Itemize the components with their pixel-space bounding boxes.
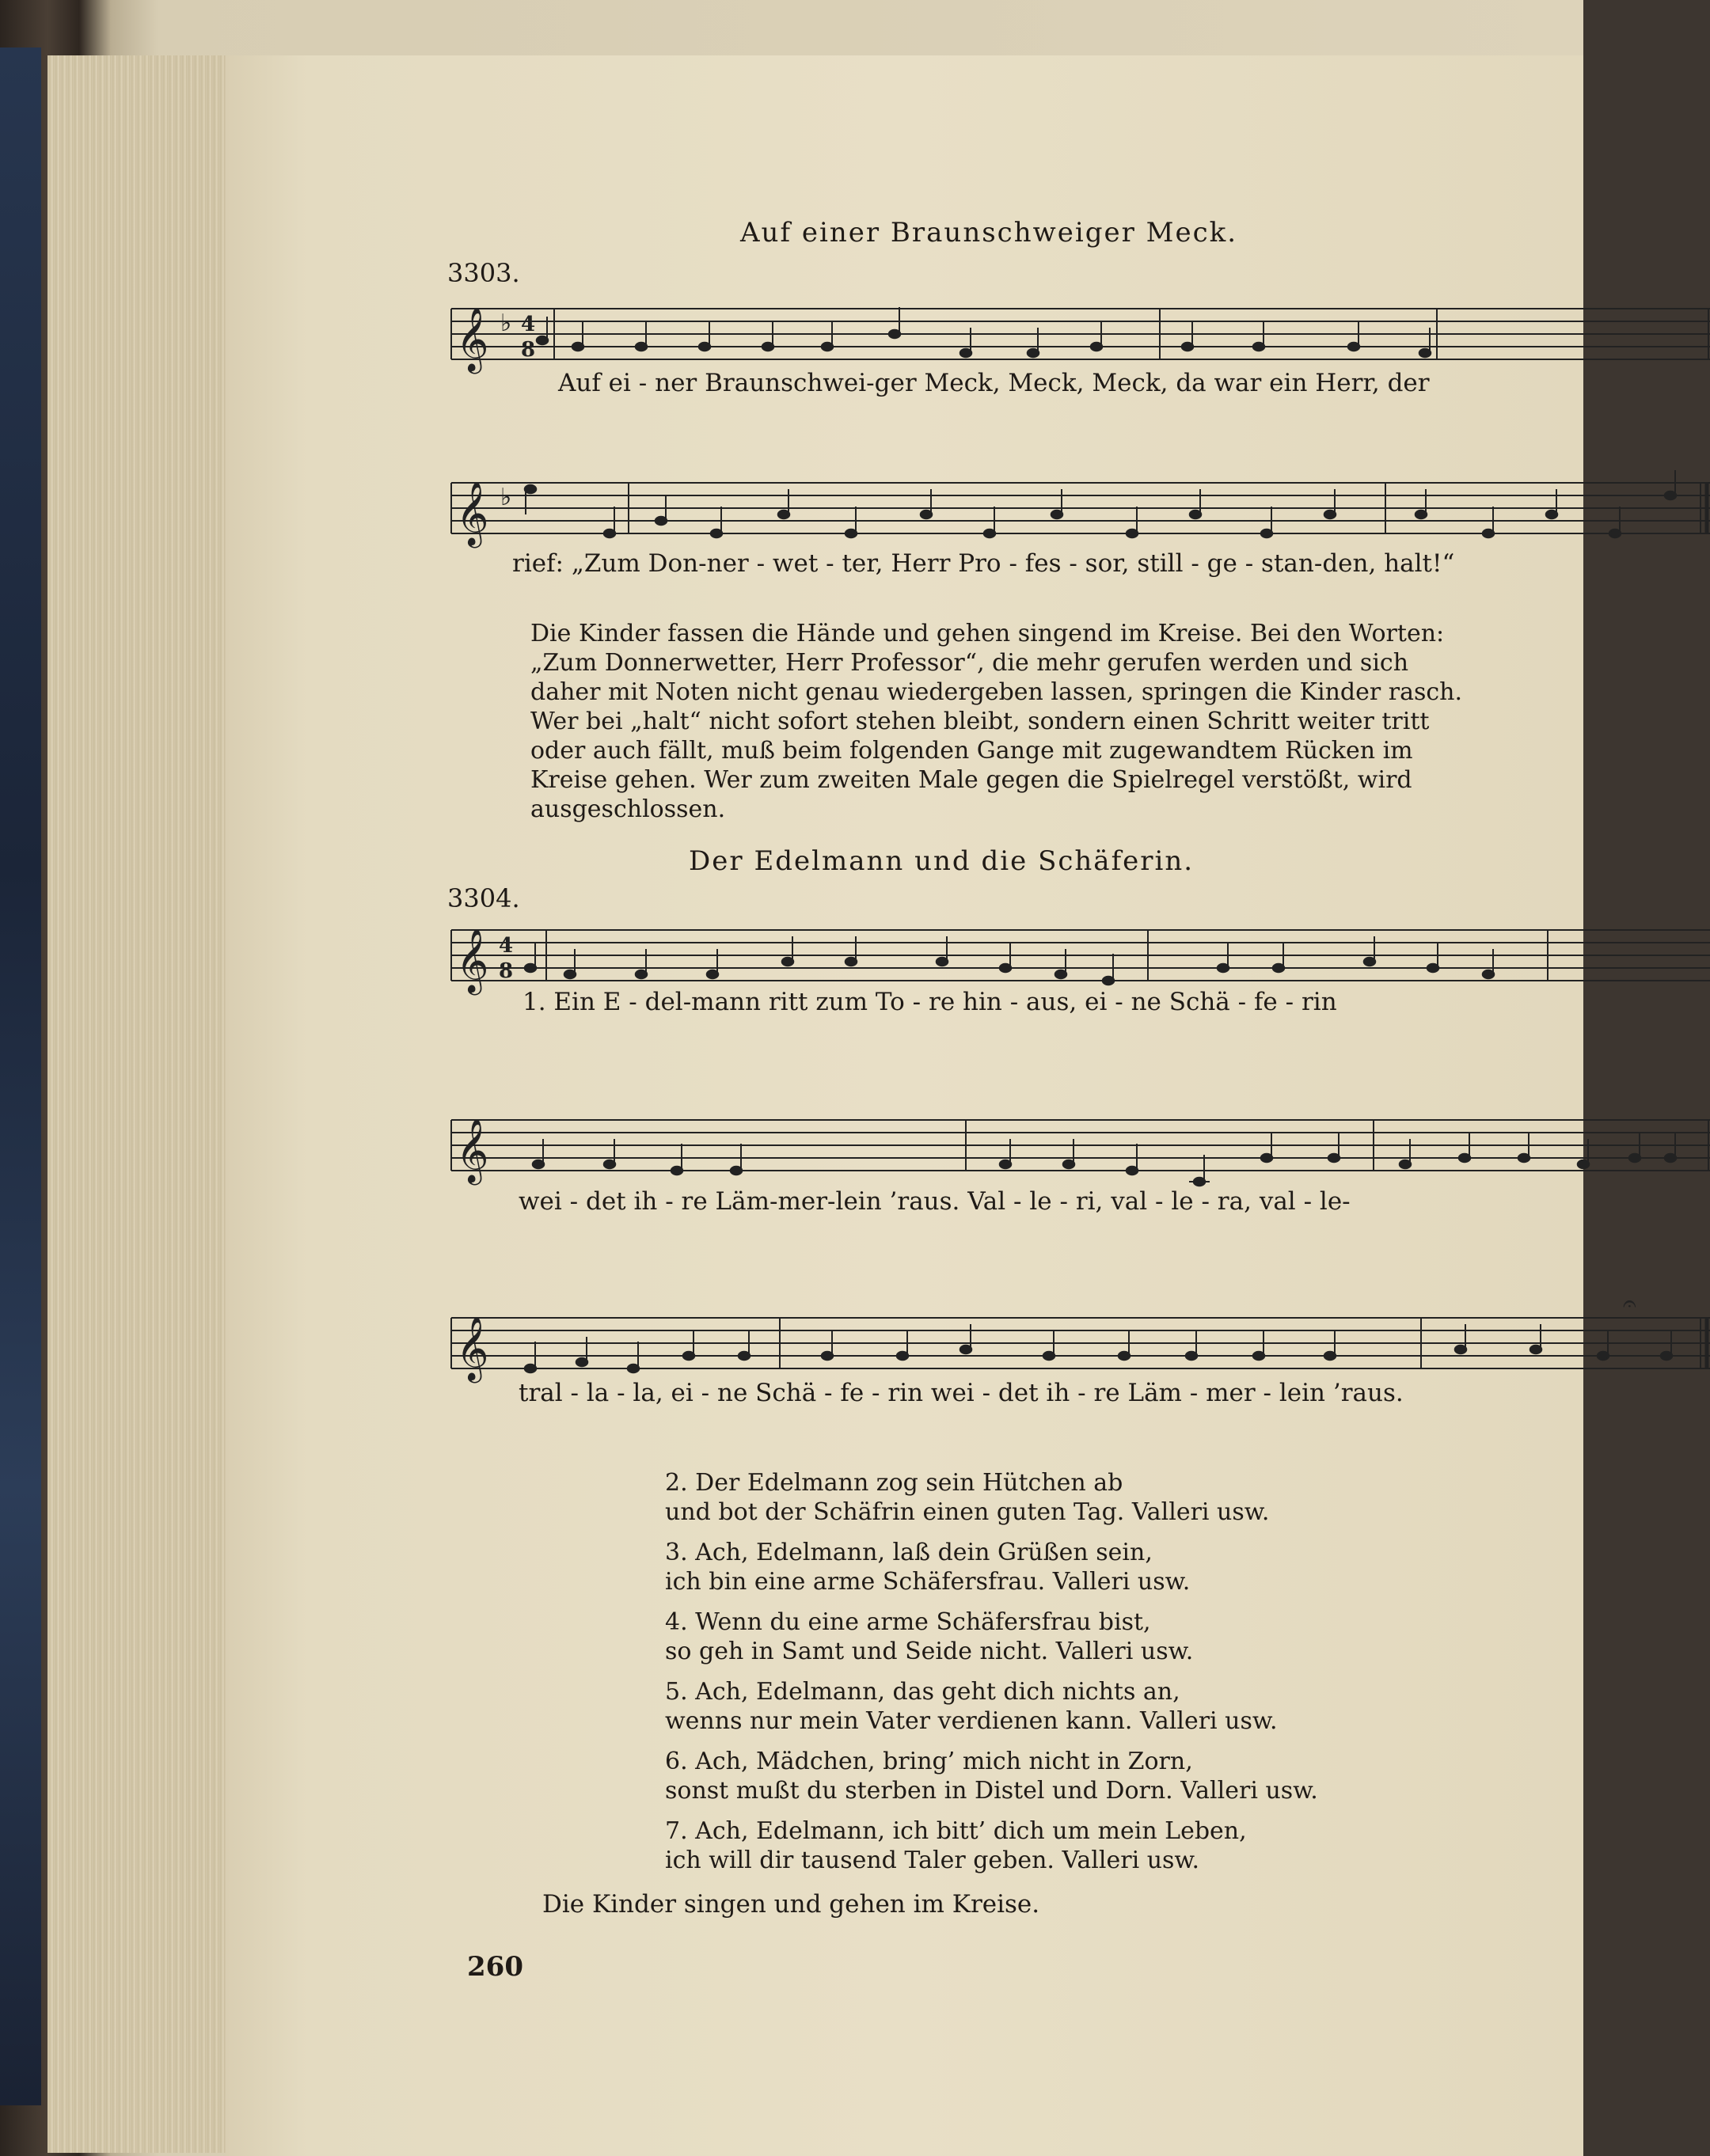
book-cover bbox=[0, 47, 41, 2105]
lyrics-line: Auf ei - ner Braunschwei-ger Meck, Meck, Meck, da war ein Herr, der bbox=[558, 369, 1430, 397]
flat-icon: ♭ bbox=[500, 484, 512, 511]
game-description: Die Kinder fassen die Hände und gehen singend im Kreise. Bei den Worten: „Zum Donnerwetter, Herr Professor“, die mehr gerufen werden und sich daher mit Noten nicht genau wiedergeben lassen, springen die Kinder rasch. Wer bei „halt“ nicht sofort stehen bleibt, sondern einen Schritt weiter tritt oder auch fällt, muß beim folgenden Gange mit zugewandtem Rücken im Kreise gehen. Wer zum zweiten Male gegen die Spielregel verstößt, wird ausgeschlossen. bbox=[530, 620, 1463, 823]
lyrics-line: 1. Ein E - del-mann ritt zum To - re hin - aus, ei - ne Schä - fe - rin bbox=[522, 988, 1337, 1016]
page-edges bbox=[48, 55, 230, 2153]
song-title: Der Edelmann und die Schäferin. bbox=[689, 845, 1195, 877]
lyrics-line: rief: „Zum Don-ner - wet - ter, Herr Pro - fes - sor, still - ge - stan-den, halt!“ bbox=[512, 549, 1455, 578]
verse bbox=[665, 1816, 1346, 1875]
verse-line: wenns nur mein Vater verdienen kann. Valleri usw. bbox=[665, 1707, 1278, 1735]
verse bbox=[665, 1677, 1346, 1736]
verse bbox=[665, 1608, 1346, 1666]
music-staff bbox=[451, 293, 1710, 372]
song-number: 3304. bbox=[447, 883, 520, 913]
treble-clef-icon: 𝄞 bbox=[456, 1118, 489, 1182]
music-staff bbox=[451, 467, 1710, 546]
game-description: Die Kinder singen und gehen im Kreise. bbox=[542, 1890, 1040, 1919]
verse-line: ich bin eine arme Schäfersfrau. Valleri usw. bbox=[665, 1568, 1191, 1596]
verse-line: 2. Der Edelmann zog sein Hütchen ab bbox=[665, 1469, 1123, 1497]
time-sig-top: 4 bbox=[499, 934, 514, 958]
song-title: Auf einer Braunschweiger Meck. bbox=[740, 217, 1238, 249]
song-number: 3303. bbox=[447, 258, 520, 288]
music-staff bbox=[451, 1104, 1710, 1191]
verse-line: 7. Ach, Edelmann, ich bitt’ dich um mein Leben, bbox=[665, 1817, 1247, 1845]
verse bbox=[665, 1538, 1346, 1596]
music-staff bbox=[451, 914, 1710, 993]
book-page bbox=[226, 55, 1636, 2156]
verse-line: sonst mußt du sterben in Distel und Dorn. Valleri usw. bbox=[665, 1777, 1318, 1805]
treble-clef-icon: 𝄞 bbox=[456, 1315, 489, 1380]
time-sig-top: 4 bbox=[521, 313, 536, 336]
treble-clef-icon: 𝄞 bbox=[456, 928, 489, 993]
lyrics-line: wei - det ih - re Läm-mer-lein ’raus. Val - le - ri, val - le - ra, val - le- bbox=[519, 1187, 1351, 1216]
verse-line: so geh in Samt und Seide nicht. Valleri usw. bbox=[665, 1638, 1194, 1665]
fermata-icon: 𝄐 bbox=[1623, 1290, 1636, 1318]
verse bbox=[665, 1468, 1346, 1527]
lyrics-line: tral - la - la, ei - ne Schä - fe - rin wei - det ih - re Läm - mer - lein ’raus. bbox=[519, 1379, 1404, 1407]
verse-line: 4. Wenn du eine arme Schäfersfrau bist, bbox=[665, 1608, 1151, 1636]
treble-clef-icon: 𝄞 bbox=[456, 306, 489, 371]
verse-line: 6. Ach, Mädchen, bring’ mich nicht in Zorn, bbox=[665, 1748, 1193, 1775]
verse-line: ich will dir tausend Taler geben. Valleri usw. bbox=[665, 1847, 1200, 1874]
treble-clef-icon: 𝄞 bbox=[456, 480, 489, 545]
flat-icon: ♭ bbox=[500, 309, 512, 337]
page-number: 260 bbox=[467, 1951, 523, 1983]
verse-line: und bot der Schäfrin einen guten Tag. Valleri usw. bbox=[665, 1498, 1270, 1526]
time-sig-bottom: 8 bbox=[499, 959, 514, 983]
verse-line: 5. Ach, Edelmann, das geht dich nichts an, bbox=[665, 1678, 1180, 1706]
music-staff bbox=[451, 1290, 1710, 1381]
verse bbox=[665, 1747, 1346, 1805]
verse-line: 3. Ach, Edelmann, laß dein Grüßen sein, bbox=[665, 1539, 1153, 1566]
time-sig-bottom: 8 bbox=[521, 338, 536, 362]
